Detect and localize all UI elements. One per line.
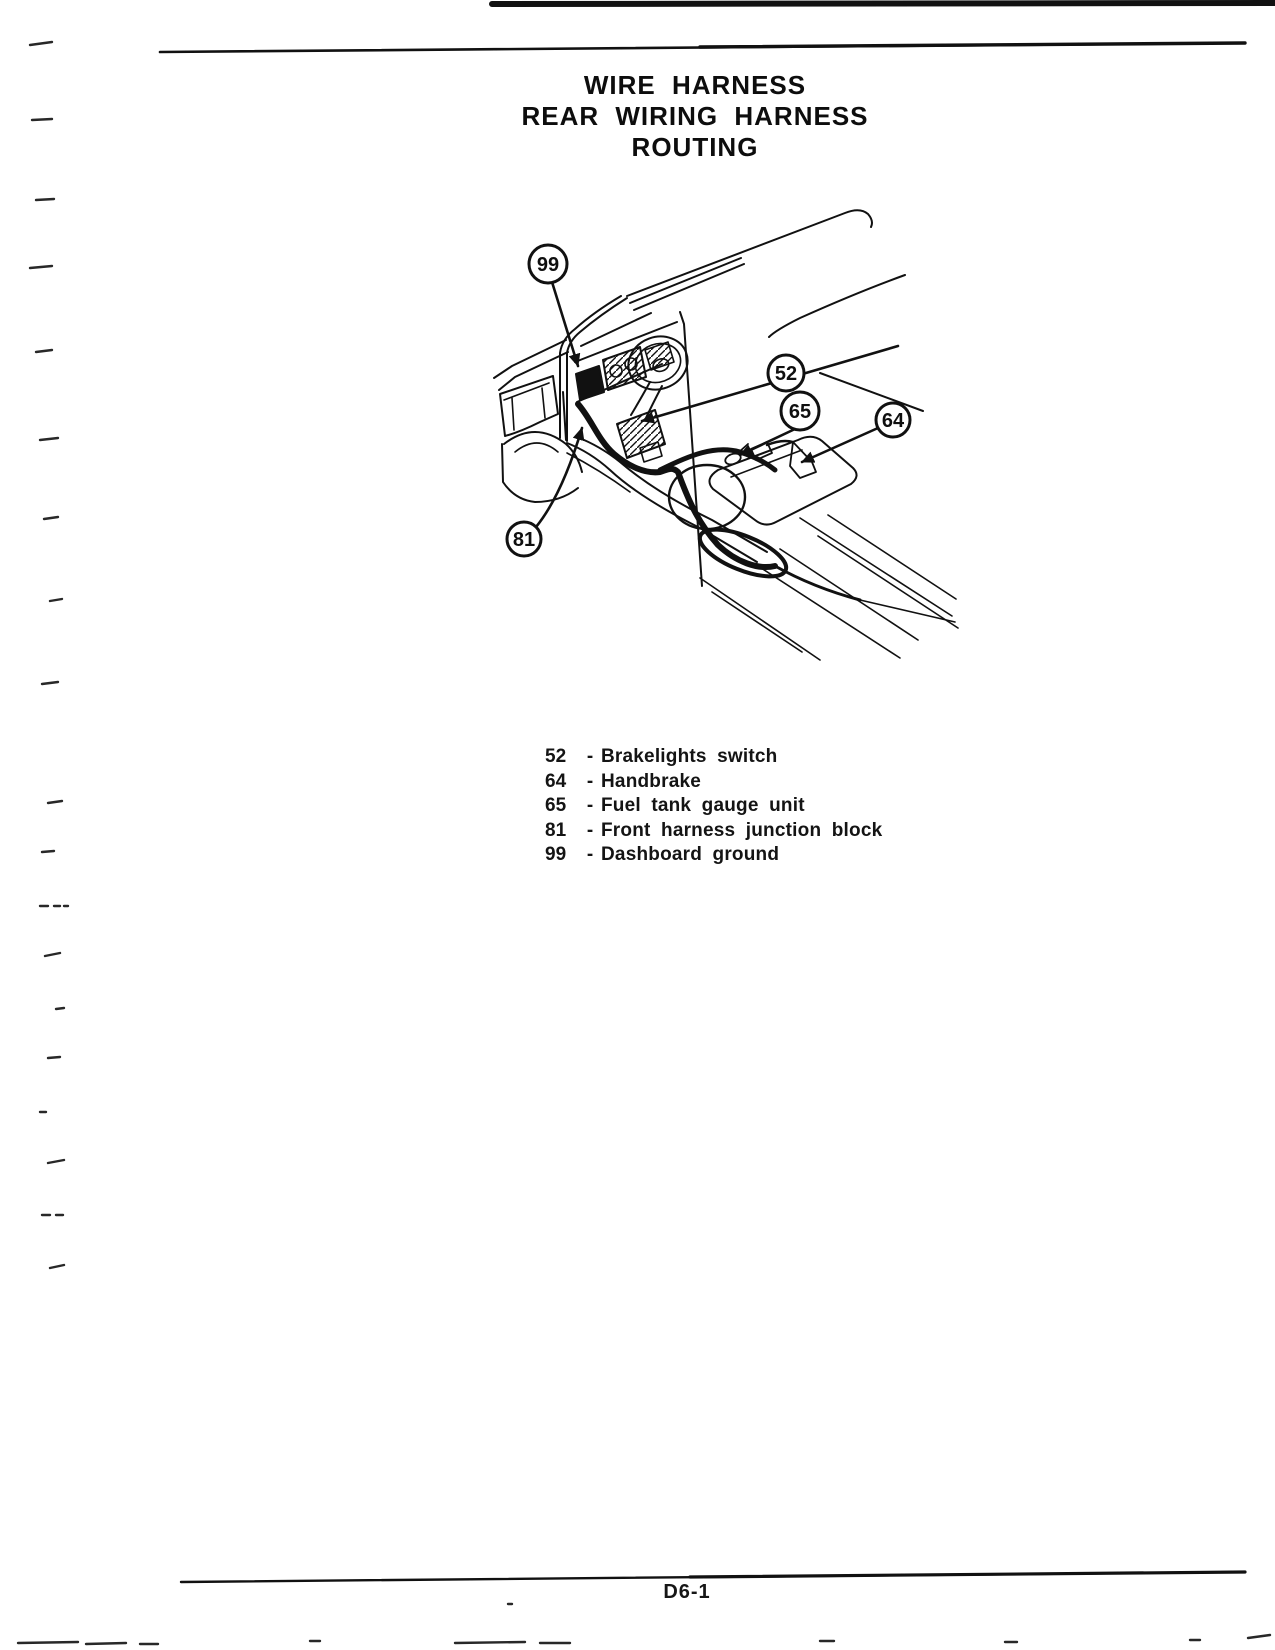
legend-item-label: Fuel tank gauge unit (601, 795, 805, 817)
legend-separator: - (586, 795, 594, 817)
callout-65-number: 65 (788, 401, 812, 423)
bumper-tick (542, 388, 545, 418)
callout-64-number: 64 (881, 410, 905, 432)
rear-window-line (769, 275, 905, 337)
callout-52 (768, 355, 804, 391)
leader-81 (536, 428, 582, 527)
legend (545, 745, 882, 868)
bumper-tick (512, 398, 514, 430)
legend-separator: - (586, 844, 594, 866)
dash-ground-connector (576, 366, 604, 400)
rear-deck-line (820, 373, 923, 411)
windshield-header-outer (630, 258, 741, 303)
legend-item-label: Brakelights switch (601, 746, 778, 767)
page-number: D6-1 (663, 1581, 711, 1603)
legend-item (545, 843, 882, 868)
cowl-line (499, 352, 568, 390)
title-line-2: REAR WIRING HARNESS (521, 101, 869, 131)
legend-separator: - (586, 746, 594, 767)
wiring-diagram (494, 210, 958, 660)
bumper-block (500, 376, 558, 436)
legend-separator: - (586, 819, 594, 841)
callout-81 (507, 522, 541, 556)
legend-item-number: 99 (545, 844, 567, 866)
harness-main-run (578, 404, 775, 567)
callout-65 (781, 392, 819, 430)
legend-item-number: 65 (545, 795, 567, 817)
b-pillar-line (680, 312, 702, 586)
callout-52-number: 52 (774, 363, 798, 385)
callout-leaders (536, 282, 898, 527)
legend-item (545, 745, 882, 770)
callout-81-number: 81 (512, 529, 536, 551)
windshield-glass-edge (581, 313, 651, 346)
legend-item-number: 81 (545, 819, 567, 841)
steering-column (631, 382, 650, 415)
legend-item-label: Front harness junction block (601, 819, 883, 841)
legend-item (545, 794, 882, 819)
sill-outer (567, 443, 757, 562)
callout-64 (876, 403, 910, 437)
legend-item-label: Handbrake (601, 770, 702, 792)
callout-99 (529, 245, 567, 283)
callout-99-number: 99 (536, 254, 560, 276)
page-title (420, 70, 970, 163)
legend-item-label: Dashboard ground (601, 844, 780, 866)
legend-separator: - (586, 770, 594, 792)
roofline (627, 210, 872, 296)
legend-item (545, 819, 882, 844)
header-rule-heavy (700, 43, 1245, 47)
top-edge-rule (492, 3, 1275, 4)
harness-tail (775, 566, 860, 600)
legend-item (545, 770, 882, 795)
body-panel-lines (700, 515, 958, 660)
wheel-arch-inner (515, 443, 558, 452)
legend-item-number: 52 (545, 746, 567, 767)
fender-shut-line (563, 392, 566, 440)
title-line-1: WIRE HARNESS (583, 70, 807, 100)
title-line-3: ROUTING (631, 132, 759, 162)
footer-rule-heavy (690, 1572, 1245, 1577)
legend-item-number: 64 (545, 770, 567, 792)
